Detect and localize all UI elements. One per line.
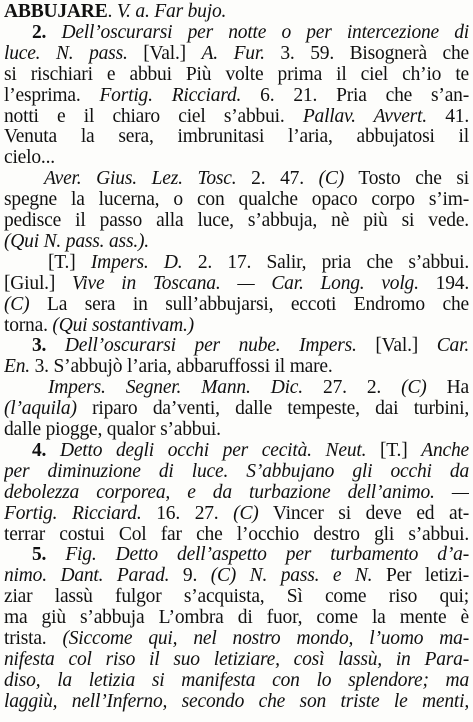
text-run: 2. 47.: [236, 168, 319, 190]
text-run: V. a. Far bujo.: [116, 1, 227, 22]
text-run: Fortig. Ricciard.: [4, 502, 142, 524]
text-run: [Giul.]: [4, 272, 73, 294]
text-run: (Siccome qui, nel nostro mondo, l’uomo ma-: [62, 628, 469, 649]
text-run: En.: [4, 356, 30, 378]
text-run: Detto degli occhi per cecità. Neut.: [59, 439, 367, 461]
text-run: 5.: [32, 544, 66, 566]
text-run: ABBUJARE: [4, 1, 108, 22]
text-run: [T.]: [48, 251, 91, 273]
text-run: 9.: [169, 565, 211, 587]
text-run: 3. 59. Bisognerà che: [264, 42, 469, 64]
text-run: (C): [4, 293, 30, 315]
text-run: Fig. Detto dell’aspetto per turbamento d’a-: [65, 544, 469, 566]
text-run: laggiù, nell’Inferno, secondo che son triste le menti,: [4, 690, 469, 712]
text-run: 3. S’abbujò l’aria, abbaruffossi il mare.: [29, 356, 333, 378]
text-run: Dell’oscurarsi per notte o per intercezione di: [61, 21, 469, 43]
text-run: debolezza corporea, e da turbazione dell’animo. —: [4, 481, 469, 503]
text-run: nifesta col riso il suo letiziare, così lassù, in Para-: [4, 648, 469, 670]
text-run: luce. N. pass.: [4, 42, 128, 64]
text-run: (C): [318, 168, 345, 190]
text-run: (Qui sostantivam.): [52, 314, 194, 336]
text-run: Tosto che si: [344, 168, 469, 190]
text-run: 41.: [426, 105, 469, 127]
text-run: torna.: [4, 314, 53, 336]
text-run: Aver. Gius. Lez. Tosc.: [44, 168, 237, 190]
text-run: (Qui N. pass. ass.).: [4, 230, 149, 252]
text-run: per diminuzione di luce. S’abbujano gli occhi da: [4, 460, 469, 482]
text-run: notti e il chiaro ciel s’abbui.: [4, 105, 303, 127]
text-run: Car.: [436, 335, 469, 357]
text-run: l’esprima.: [4, 84, 100, 106]
text-run: 16. 27.: [141, 502, 234, 524]
text-run: Pallav. Avvert.: [302, 105, 427, 127]
text-run: Fortig. Ricciard.: [99, 84, 242, 106]
text-run: spegne la lucerna, o con qualche opaco corpo s’im-: [4, 189, 469, 211]
text-run: 2.: [32, 21, 62, 43]
text-run: Vincer si deve ed at-: [258, 502, 469, 524]
text-run: 2. 17. Salir, pria che s’abbui.: [182, 251, 469, 273]
text-run: pedisce il passo alla luce, s’abbuja, nè più si vede.: [4, 210, 469, 231]
text-run: Dell’oscurarsi per nube. Impers.: [64, 335, 357, 357]
text-run: (C) N. pass. e N.: [210, 565, 373, 587]
text-run: 194.: [418, 272, 469, 294]
text-run: .: [107, 1, 117, 22]
text-run: 6. 21. Pria che s’an-: [241, 84, 469, 106]
text-run: ziar lassù fulgor s’acquista, Sì come riso qui;: [4, 586, 469, 608]
text-run: [Val.]: [127, 42, 202, 64]
text-run: Anche: [421, 439, 469, 461]
text-run: (C): [233, 502, 259, 524]
text-run: 3.: [32, 335, 65, 357]
text-run: [Val.]: [356, 335, 437, 357]
text-run: Vive in Toscana. — Car. Long. volg.: [72, 272, 419, 294]
text-run: Impers. Segner. Mann. Dic.: [48, 377, 303, 399]
text-run: A. Fur.: [201, 42, 265, 64]
text-run: 4.: [32, 439, 60, 461]
text-run: riparo da’venti, dalle tempeste, dai turbini,: [76, 398, 469, 420]
text-run: cielo...: [4, 147, 55, 169]
text-run: 27. 2.: [302, 377, 402, 399]
text-run: diso, la letizia si manifesta con lo splendore; ma: [4, 669, 469, 691]
text-line: [4, 690, 469, 714]
text-run: La sera in sull’abbujarsi, eccoti Endromo che: [29, 293, 469, 315]
text-run: ma giù s’abbuja L’ombra di fuor, come la mente è: [4, 607, 469, 629]
text-run: Venuta la sera, imbrunitasi l’aria, abbujatosi il: [4, 126, 469, 148]
text-run: dalle piogge, qualor s’abbui.: [4, 419, 221, 440]
text-run: nimo. Dant. Parad.: [4, 565, 170, 587]
text-run: Ha: [426, 377, 469, 399]
text-run: trista.: [4, 628, 63, 649]
text-run: (C): [401, 377, 427, 399]
text-run: si rischiari e abbui Più volte prima il ciel ch’io te: [4, 63, 469, 85]
text-run: Per letizi-: [372, 565, 469, 587]
text-run: Impers. D.: [90, 251, 183, 273]
text-run: [T.]: [366, 439, 422, 461]
text-run: terrar costui Col far che l’occhio destro gli s’abbui.: [4, 523, 469, 545]
text-run: (l’aquila): [4, 398, 77, 420]
